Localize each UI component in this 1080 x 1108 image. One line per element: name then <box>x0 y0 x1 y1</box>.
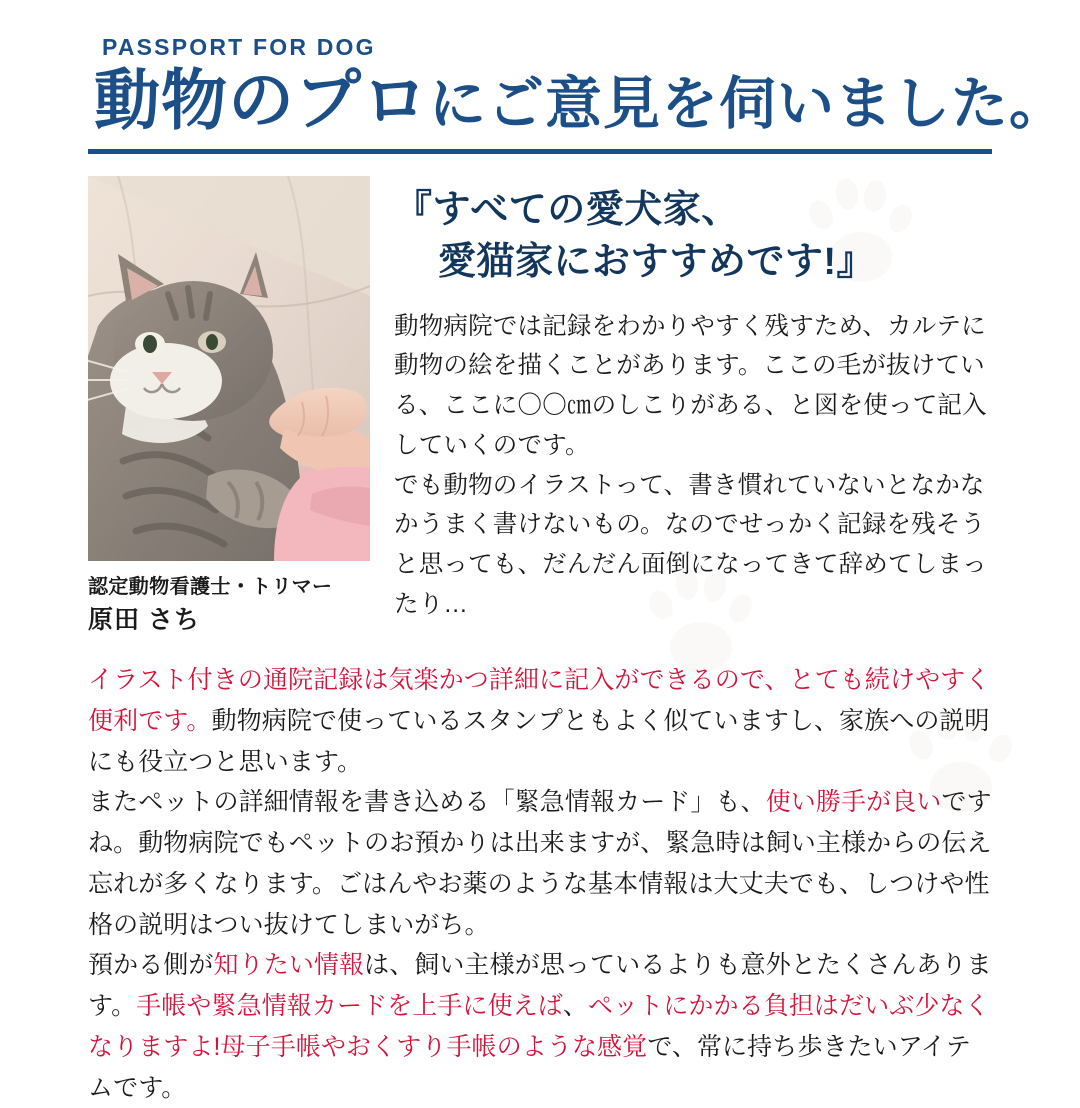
text-column <box>394 176 992 624</box>
review-text <box>88 660 992 1108</box>
review-seg: 動物病院で使っているスタンプともよく似ていますし、 <box>211 706 840 735</box>
cat-photo-illustration <box>88 176 370 561</box>
review-seg: 知りたい情報 <box>213 951 365 980</box>
review-seg: からの伝え忘れが多くなります。ごはんやお薬のような基本情報は大丈夫 <box>88 829 992 898</box>
review-seg: だいぶ少なくなりますよ! <box>88 992 990 1061</box>
intro-text <box>394 307 992 625</box>
page-title <box>94 63 1067 139</box>
pull-quote-line2: 愛猫家におすすめです!』 <box>438 241 876 284</box>
review-seg: 持ち歩きたいアイテムです。 <box>88 1032 971 1102</box>
review-seg: 、 <box>562 992 589 1021</box>
review-seg: 母子手帳やおくすり手帳のような感覚 <box>220 1032 648 1061</box>
review-seg: 預かる側が <box>88 951 214 980</box>
cat-photo <box>88 176 370 561</box>
review-seg: でも、しつけや性格の説明はつい抜けてしまいがち。 <box>88 869 990 939</box>
review-seg: は、飼い主様が思っているよりも意外とたくさん <box>364 951 917 980</box>
caption-role: 認定動物看護士・トリマー <box>88 575 333 598</box>
review-seg: 使い勝手が良い <box>765 788 942 817</box>
page-title-rest: にご意見を伺いました。 <box>429 72 1067 136</box>
photo-column <box>88 176 370 638</box>
review-seg: で、常に <box>647 1032 748 1061</box>
eyebrow-label: PASSPORT FOR DOG <box>102 34 376 60</box>
review-seg: またペットの詳細情報を書き込める「緊急情報カード」も、 <box>88 788 766 817</box>
review-seg: やすく便利です。 <box>88 666 991 735</box>
caption-name: 原田 さち <box>88 605 200 634</box>
review-seg: 手帳や緊急情報カードを上手に使えば <box>136 992 563 1021</box>
intro-paragraph-1: 動物病院では記録をわかりやすく残すため、カルテに動物の絵を描くことがあります。ここの毛が抜けている、ここに〇〇㎝のしこりがある、と図を使って記入していくのです。 <box>394 312 987 459</box>
review-seg: イラスト付きの通院記録は気楽かつ詳細に記入ができるので、とても <box>88 666 865 695</box>
review-seg: あります。 <box>88 951 992 1021</box>
page-title-emphasis: 動物のプロ <box>94 63 429 137</box>
review-seg: 家族への説明にも役立つと思います。 <box>88 706 990 776</box>
intro-paragraph-2: でも動物のイラストって、書き慣れていないとなかなかうまく書けないもの。なのでせっかく記録を残そうと思っても、だんだん面倒になってきて辞めてしまったり… <box>394 471 987 618</box>
review-seg: ペットにかかる負担は <box>588 992 840 1021</box>
review-paragraph <box>88 660 992 782</box>
review-seg: 続け <box>864 666 916 695</box>
pull-quote <box>394 184 992 289</box>
pull-quote-line1: 『すべての愛犬家、 <box>394 188 740 231</box>
review-seg: ですね。動物病院でもペットのお預かりは出来ますが、緊急時は飼い主様 <box>88 788 992 858</box>
upper-section <box>88 176 992 638</box>
photo-caption <box>88 573 370 638</box>
review-paragraph <box>88 782 992 945</box>
header-divider <box>88 149 992 154</box>
review-paragraph <box>88 945 992 1108</box>
